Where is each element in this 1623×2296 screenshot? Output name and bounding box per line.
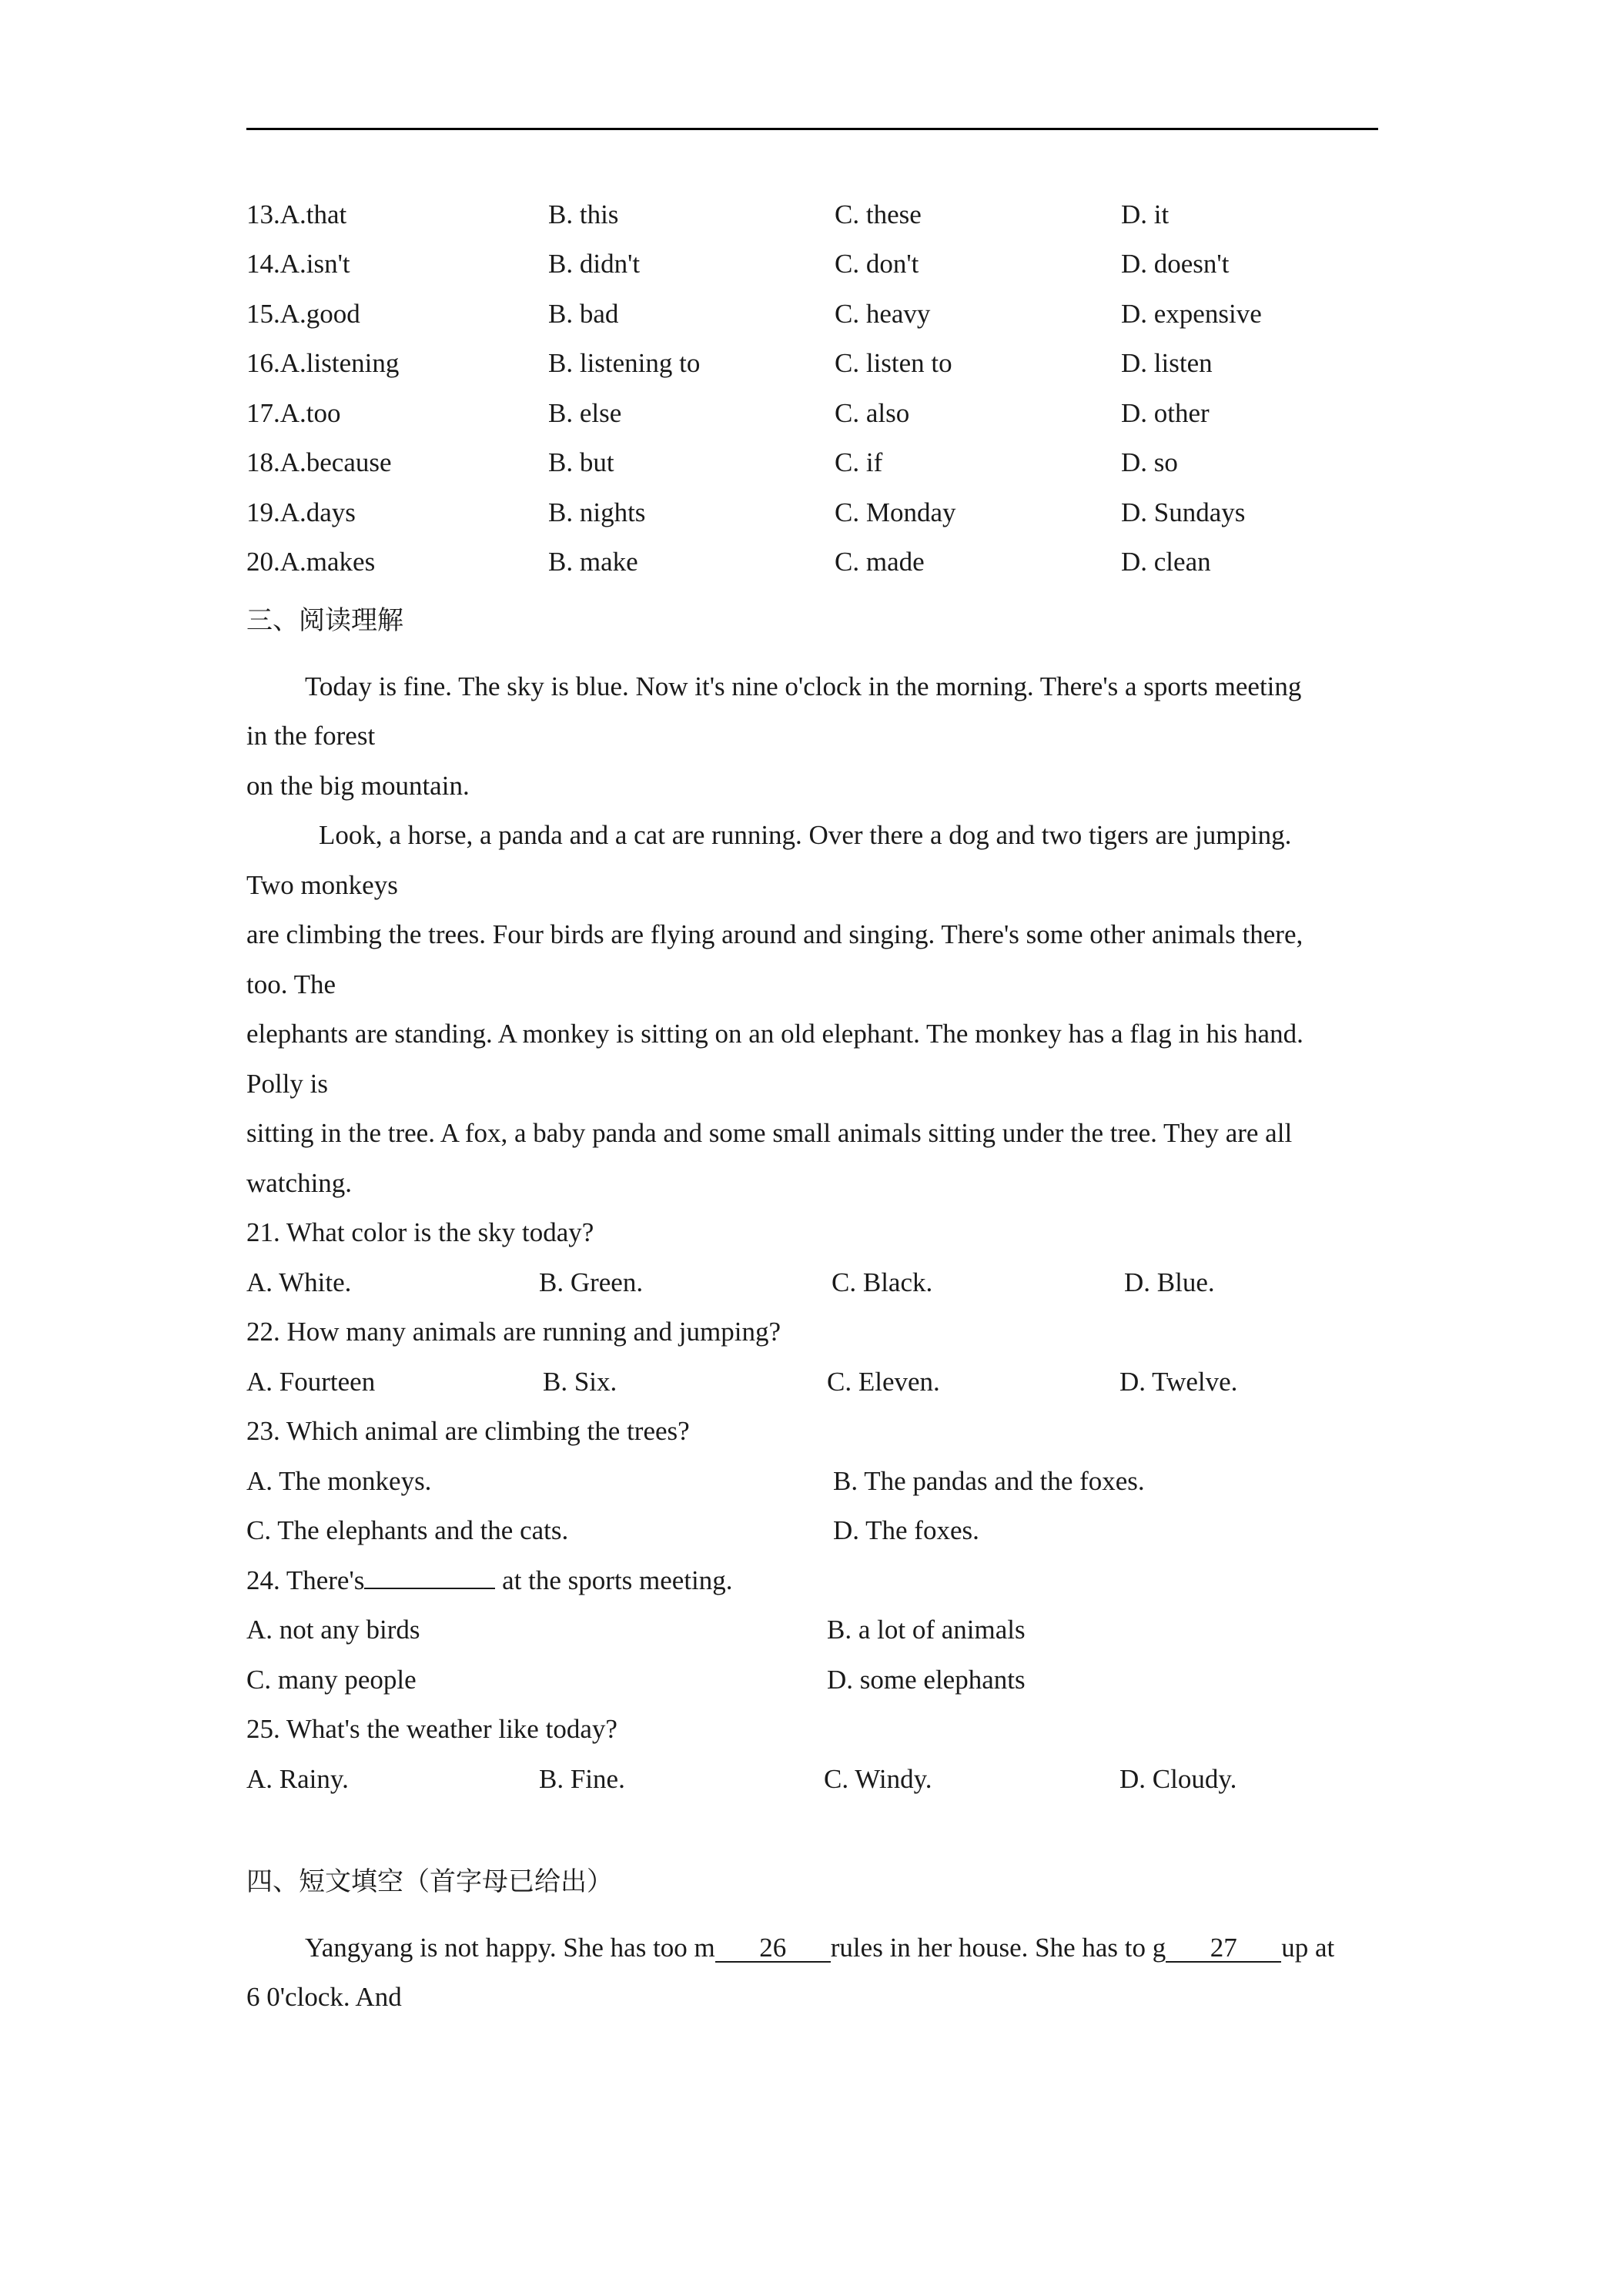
- question-24-blank[interactable]: [364, 1588, 495, 1589]
- question-24-text-end: at the sports meeting.: [495, 1565, 733, 1595]
- option-16-a: 16.A.listening: [246, 348, 400, 378]
- option-19-d: D. Sundays: [1121, 497, 1246, 527]
- q22-option-b: B. Six.: [543, 1367, 617, 1397]
- passage-line-4: Look, a horse, a panda and a cat are running. Over there a dog and two tigers are jumping.: [319, 820, 1292, 850]
- section-3-heading: 三、阅读理解: [246, 605, 403, 636]
- fill-text-part-2: rules in her house. She has to g: [830, 1933, 1166, 1963]
- option-17-c: C. also: [835, 398, 910, 428]
- option-17-b: B. else: [548, 398, 622, 428]
- q21-option-a: A. White.: [246, 1267, 352, 1297]
- fill-passage-line-2: 6 0'clock. And: [246, 1982, 402, 2012]
- passage-line-6: are climbing the trees. Four birds are flying around and singing. There's some other animals there,: [246, 919, 1303, 949]
- option-18-a: 18.A.because: [246, 447, 392, 477]
- question-21: 21. What color is the sky today?: [246, 1217, 594, 1247]
- passage-line-8: elephants are standing. A monkey is sitting on an old elephant. The monkey has a flag in his hand.: [246, 1019, 1303, 1049]
- q22-option-a: A. Fourteen: [246, 1367, 376, 1397]
- option-14-a: 14.A.isn't: [246, 249, 350, 279]
- blank-27[interactable]: 27: [1166, 1935, 1281, 1963]
- passage-line-5: Two monkeys: [246, 870, 398, 900]
- option-16-c: C. listen to: [835, 348, 952, 378]
- question-24: [246, 1565, 733, 1596]
- option-19-b: B. nights: [548, 497, 646, 527]
- fill-text-part-1: Yangyang is not happy. She has too m: [305, 1933, 715, 1963]
- fill-text-part-3: up at: [1281, 1933, 1335, 1963]
- option-13-a: 13.A.that: [246, 199, 347, 229]
- option-15-c: C. heavy: [835, 299, 931, 329]
- option-19-c: C. Monday: [835, 497, 956, 527]
- option-17-a: 17.A.too: [246, 398, 341, 428]
- fill-passage-line-1: [305, 1933, 1334, 1963]
- option-13-b: B. this: [548, 199, 619, 229]
- passage-line-10: sitting in the tree. A fox, a baby panda and some small animals sitting under the tree. They are all: [246, 1118, 1293, 1148]
- q25-option-a: A. Rainy.: [246, 1764, 349, 1794]
- q24-option-a: A. not any birds: [246, 1615, 420, 1645]
- header-rule: [246, 128, 1378, 130]
- question-22: 22. How many animals are running and jumping?: [246, 1317, 781, 1347]
- passage-line-1: Today is fine. The sky is blue. Now it's nine o'clock in the morning. There's a sports meeting: [305, 671, 1302, 701]
- option-18-c: C. if: [835, 447, 883, 477]
- option-15-b: B. bad: [548, 299, 619, 329]
- option-18-d: D. so: [1121, 447, 1178, 477]
- q25-option-d: D. Cloudy.: [1119, 1764, 1237, 1794]
- option-13-d: D. it: [1121, 199, 1170, 229]
- option-16-d: D. listen: [1121, 348, 1213, 378]
- option-18-b: B. but: [548, 447, 614, 477]
- option-17-d: D. other: [1121, 398, 1210, 428]
- q21-option-b: B. Green.: [539, 1267, 644, 1297]
- q23-option-b: B. The pandas and the foxes.: [833, 1466, 1145, 1496]
- option-16-b: B. listening to: [548, 348, 701, 378]
- q21-option-d: D. Blue.: [1124, 1267, 1215, 1297]
- passage-line-3: on the big mountain.: [246, 771, 470, 801]
- option-20-d: D. clean: [1121, 547, 1211, 577]
- option-15-a: 15.A.good: [246, 299, 360, 329]
- q23-option-d: D. The foxes.: [833, 1515, 979, 1545]
- q22-option-c: C. Eleven.: [827, 1367, 940, 1397]
- q21-option-c: C. Black.: [832, 1267, 933, 1297]
- option-20-c: C. made: [835, 547, 925, 577]
- q23-option-a: A. The monkeys.: [246, 1466, 432, 1496]
- option-15-d: D. expensive: [1121, 299, 1262, 329]
- option-14-c: C. don't: [835, 249, 919, 279]
- q22-option-d: D. Twelve.: [1119, 1367, 1238, 1397]
- passage-line-2: in the forest: [246, 721, 376, 751]
- passage-line-9: Polly is: [246, 1069, 329, 1099]
- passage-line-7: too. The: [246, 969, 336, 999]
- option-14-b: B. didn't: [548, 249, 641, 279]
- option-13-c: C. these: [835, 199, 922, 229]
- q23-option-c: C. The elephants and the cats.: [246, 1515, 569, 1545]
- question-24-text-start: 24. There's: [246, 1565, 365, 1595]
- option-14-d: D. doesn't: [1121, 249, 1230, 279]
- question-25: 25. What's the weather like today?: [246, 1714, 617, 1744]
- option-19-a: 19.A.days: [246, 497, 356, 527]
- q24-option-d: D. some elephants: [827, 1665, 1026, 1695]
- option-20-b: B. make: [548, 547, 638, 577]
- q25-option-b: B. Fine.: [539, 1764, 625, 1794]
- option-20-a: 20.A.makes: [246, 547, 376, 577]
- q24-option-b: B. a lot of animals: [827, 1615, 1026, 1645]
- blank-26[interactable]: 26: [715, 1935, 831, 1963]
- question-23: 23. Which animal are climbing the trees?: [246, 1416, 690, 1446]
- passage-line-11: watching.: [246, 1168, 353, 1198]
- section-4-heading: 四、短文填空（首字母已给出）: [246, 1866, 613, 1897]
- q24-option-c: C. many people: [246, 1665, 417, 1695]
- q25-option-c: C. Windy.: [824, 1764, 932, 1794]
